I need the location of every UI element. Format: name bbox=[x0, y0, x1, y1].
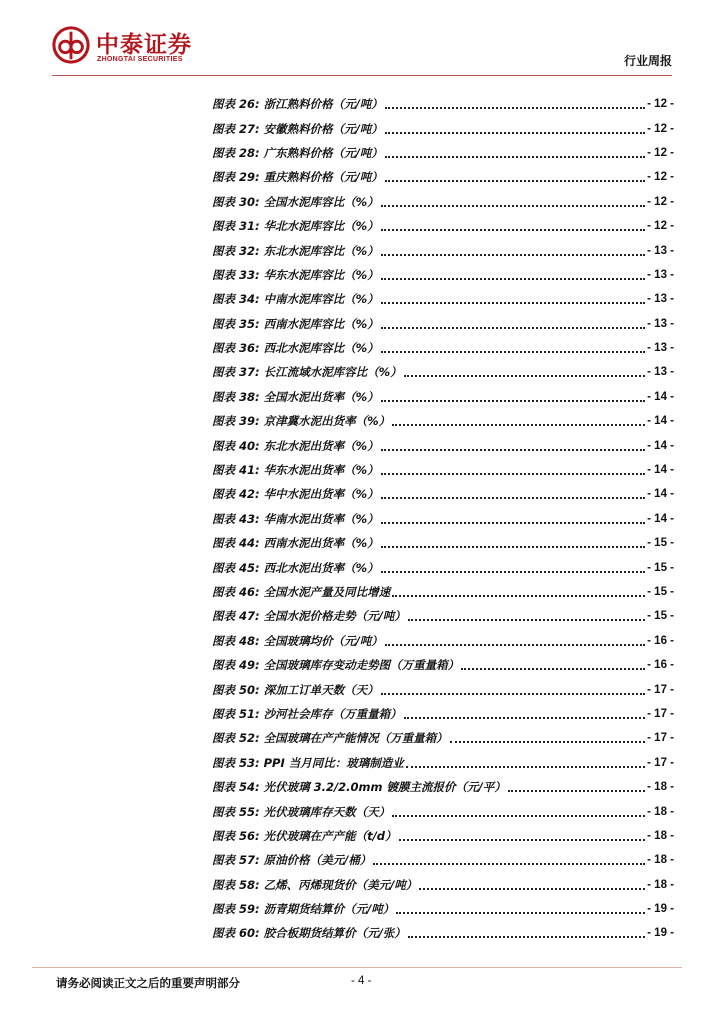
toc-entry-page: - 14 - bbox=[647, 488, 674, 501]
logo-text-cn: 中泰证券 bbox=[96, 32, 192, 58]
toc-dot-leader bbox=[385, 156, 645, 158]
toc-entry-label: 图表 52: 全国玻璃在产产能情况（万重量箱） bbox=[212, 731, 448, 746]
toc-entry[interactable] bbox=[212, 433, 674, 457]
toc-entry-page: - 18 - bbox=[647, 781, 674, 794]
toc-entry-label: 图表 57: 原油价格（美元/桶） bbox=[212, 853, 372, 868]
toc-dot-leader bbox=[381, 351, 646, 353]
toc-entry[interactable] bbox=[212, 726, 674, 750]
toc-dot-leader bbox=[381, 473, 646, 475]
toc-entry-label: 图表 60: 胶合板期货结算价（元/张） bbox=[212, 926, 406, 941]
toc-dot-leader bbox=[381, 205, 646, 207]
page-header bbox=[0, 0, 724, 76]
toc-entry[interactable] bbox=[212, 92, 674, 116]
toc-entry-page: - 12 - bbox=[647, 220, 674, 233]
toc-dot-leader bbox=[399, 839, 646, 841]
toc-entry-label: 图表 35: 西南水泥库容比（%） bbox=[212, 316, 379, 331]
toc-entry-page: - 17 - bbox=[647, 683, 674, 696]
toc-entry-label: 图表 48: 全国玻璃均价（元/吨） bbox=[212, 633, 383, 648]
toc-entry-label: 图表 53: PPI 当月同比：玻璃制造业 bbox=[212, 755, 404, 770]
toc-dot-leader bbox=[373, 863, 645, 865]
toc-dot-leader bbox=[419, 888, 645, 890]
toc-entry[interactable] bbox=[212, 604, 674, 628]
toc-entry[interactable] bbox=[212, 897, 674, 921]
toc-entry[interactable] bbox=[212, 482, 674, 506]
toc-entry-page: - 13 - bbox=[647, 268, 674, 281]
toc-dot-leader bbox=[450, 741, 646, 743]
toc-dot-leader bbox=[381, 278, 646, 280]
toc-entry-page: - 13 - bbox=[647, 366, 674, 379]
toc-entry-label: 图表 29: 重庆熟料价格（元/吨） bbox=[212, 170, 383, 185]
toc-entry[interactable] bbox=[212, 507, 674, 531]
toc-entry-page: - 12 - bbox=[647, 195, 674, 208]
toc-entry[interactable] bbox=[212, 312, 674, 336]
toc-entry-page: - 12 - bbox=[647, 171, 674, 184]
toc-dot-leader bbox=[392, 595, 645, 597]
toc-entry[interactable] bbox=[212, 921, 674, 945]
toc-entry[interactable] bbox=[212, 799, 674, 823]
toc-dot-leader bbox=[406, 766, 645, 768]
toc-entry-page: - 18 - bbox=[647, 829, 674, 842]
toc-entry-page: - 15 - bbox=[647, 586, 674, 598]
toc-entry[interactable] bbox=[212, 141, 674, 165]
toc-entry-page: - 17 - bbox=[647, 732, 674, 745]
toc-dot-leader bbox=[381, 497, 646, 499]
toc-entry-page: - 15 - bbox=[647, 561, 674, 574]
toc-entry-label: 图表 33: 华东水泥库容比（%） bbox=[212, 267, 379, 282]
toc-entry-label: 图表 56: 光伏玻璃在产产能（t/d） bbox=[212, 828, 397, 843]
toc-entry-label: 图表 30: 全国水泥库容比（%） bbox=[212, 194, 379, 209]
toc-entry[interactable] bbox=[212, 653, 674, 677]
toc-entry-label: 图表 34: 中南水泥库容比（%） bbox=[212, 292, 379, 307]
toc-entry[interactable] bbox=[212, 360, 674, 384]
toc-dot-leader bbox=[408, 619, 645, 621]
toc-entry[interactable] bbox=[212, 580, 674, 604]
toc-entry[interactable] bbox=[212, 336, 674, 360]
toc-entry-page: - 17 - bbox=[647, 707, 674, 720]
toc-entry-page: - 14 - bbox=[647, 415, 674, 428]
toc-dot-leader bbox=[461, 668, 645, 670]
toc-entry-label: 图表 59: 沥青期货结算价（元/吨） bbox=[212, 902, 395, 917]
toc-dot-leader bbox=[404, 375, 646, 377]
toc-entry-label: 图表 45: 西北水泥出货率（%） bbox=[212, 560, 379, 575]
toc-entry[interactable] bbox=[212, 263, 674, 287]
report-type-label: 行业周报 bbox=[623, 54, 672, 68]
toc-entry-label: 图表 46: 全国水泥产量及同比增速 bbox=[212, 585, 391, 599]
toc-entry-page: - 13 - bbox=[647, 293, 674, 306]
toc-entry-label: 图表 32: 东北水泥库容比（%） bbox=[212, 243, 379, 258]
toc-dot-leader bbox=[508, 790, 645, 792]
toc-entry-page: - 18 - bbox=[647, 854, 674, 867]
toc-entry-page: - 14 - bbox=[647, 439, 674, 452]
toc-entry[interactable] bbox=[212, 287, 674, 311]
toc-entry-page: - 19 - bbox=[647, 927, 674, 940]
toc-entry-label: 图表 39: 京津冀水泥出货率（%） bbox=[212, 414, 391, 429]
disclaimer-note: 请务必阅读正文之后的重要声明部分 bbox=[56, 976, 240, 990]
toc-entry[interactable] bbox=[212, 702, 674, 726]
toc-entry[interactable] bbox=[212, 214, 674, 238]
toc-entry-page: - 13 - bbox=[647, 342, 674, 355]
toc-dot-leader bbox=[381, 400, 646, 402]
toc-dot-leader bbox=[381, 449, 646, 451]
toc-entry-label: 图表 42: 华中水泥出货率（%） bbox=[212, 487, 379, 502]
toc-entry-label: 图表 41: 华东水泥出货率（%） bbox=[212, 463, 379, 478]
toc-entry[interactable] bbox=[212, 848, 674, 872]
toc-entry-page: - 14 - bbox=[647, 390, 674, 403]
toc-entry-label: 图表 54: 光伏玻璃 3.2/2.0mm 镀膜主流报价（元/平） bbox=[212, 780, 506, 795]
page-number: - 4 - bbox=[351, 975, 372, 987]
toc-entry[interactable] bbox=[212, 165, 674, 189]
toc-entry[interactable] bbox=[212, 190, 674, 214]
toc-entry-page: - 19 - bbox=[647, 903, 674, 916]
toc-dot-leader bbox=[381, 229, 646, 231]
toc-dot-leader bbox=[396, 912, 645, 914]
toc-dot-leader bbox=[385, 644, 645, 646]
toc-entry-label: 图表 38: 全国水泥出货率（%） bbox=[212, 389, 379, 404]
toc-entry-page: - 16 - bbox=[647, 659, 674, 672]
toc-entry-page: - 17 - bbox=[647, 756, 674, 769]
toc-entry[interactable] bbox=[212, 824, 674, 848]
toc-entry-label: 图表 44: 西南水泥出货率（%） bbox=[212, 536, 379, 551]
toc-entry-label: 图表 40: 东北水泥出货率（%） bbox=[212, 438, 379, 453]
toc-dot-leader bbox=[381, 302, 646, 304]
toc-entry-label: 图表 26: 浙江熟料价格（元/吨） bbox=[212, 97, 383, 112]
chart-index-list bbox=[212, 92, 674, 946]
toc-dot-leader bbox=[392, 815, 645, 817]
toc-dot-leader bbox=[404, 717, 646, 719]
toc-dot-leader bbox=[392, 424, 645, 426]
toc-dot-leader bbox=[381, 693, 646, 695]
toc-entry[interactable] bbox=[212, 458, 674, 482]
toc-dot-leader bbox=[385, 180, 645, 182]
toc-entry[interactable] bbox=[212, 238, 674, 262]
toc-entry-page: - 12 - bbox=[647, 98, 674, 111]
toc-dot-leader bbox=[385, 132, 645, 134]
toc-entry-label: 图表 43: 华南水泥出货率（%） bbox=[212, 511, 379, 526]
toc-entry-label: 图表 28: 广东熟料价格（元/吨） bbox=[212, 145, 383, 160]
toc-dot-leader bbox=[385, 107, 645, 109]
toc-entry[interactable] bbox=[212, 116, 674, 140]
toc-entry-page: - 18 - bbox=[647, 878, 674, 891]
toc-dot-leader bbox=[381, 522, 646, 524]
toc-entry[interactable] bbox=[212, 409, 674, 433]
logo-text-en: ZHONGTAI SECURITIES bbox=[97, 56, 183, 63]
toc-entry-label: 图表 49: 全国玻璃库存变动走势图（万重量箱） bbox=[212, 658, 460, 673]
toc-entry-label: 图表 31: 华北水泥库容比（%） bbox=[212, 219, 379, 234]
toc-dot-leader bbox=[381, 546, 646, 548]
toc-dot-leader bbox=[381, 327, 646, 329]
toc-entry-label: 图表 47: 全国水泥价格走势（元/吨） bbox=[212, 609, 406, 624]
toc-entry[interactable] bbox=[212, 775, 674, 799]
toc-dot-leader bbox=[381, 571, 646, 573]
toc-entry[interactable] bbox=[212, 531, 674, 555]
toc-entry[interactable] bbox=[212, 751, 674, 775]
toc-entry-page: - 13 - bbox=[647, 317, 674, 330]
toc-entry-page: - 12 - bbox=[647, 146, 674, 159]
toc-entry-page: - 15 - bbox=[647, 537, 674, 550]
header-divider bbox=[52, 75, 672, 76]
toc-entry-page: - 12 - bbox=[647, 122, 674, 135]
toc-entry[interactable] bbox=[212, 555, 674, 579]
toc-entry-page: - 14 - bbox=[647, 464, 674, 477]
toc-entry-label: 图表 37: 长江流域水泥库容比（%） bbox=[212, 365, 402, 380]
toc-entry[interactable] bbox=[212, 385, 674, 409]
toc-entry-label: 图表 55: 光伏玻璃库存天数（天） bbox=[212, 804, 391, 819]
toc-entry-label: 图表 36: 西北水泥库容比（%） bbox=[212, 341, 379, 356]
toc-entry-label: 图表 27: 安徽熟料价格（元/吨） bbox=[212, 121, 383, 136]
toc-entry[interactable] bbox=[212, 873, 674, 897]
toc-entry-label: 图表 58: 乙烯、丙烯现货价（美元/吨） bbox=[212, 877, 418, 892]
toc-entry-page: - 15 - bbox=[647, 610, 674, 623]
zhongtai-logo-icon bbox=[52, 26, 90, 64]
company-logo bbox=[52, 24, 252, 72]
toc-entry-page: - 14 - bbox=[647, 512, 674, 525]
toc-entry-label: 图表 51: 沙河社会库存（万重量箱） bbox=[212, 706, 402, 721]
toc-entry-page: - 16 - bbox=[647, 634, 674, 647]
toc-entry-page: - 13 - bbox=[647, 244, 674, 257]
toc-dot-leader bbox=[408, 936, 645, 938]
toc-entry[interactable] bbox=[212, 629, 674, 653]
toc-entry-label: 图表 50: 深加工订单天数（天） bbox=[212, 682, 379, 697]
toc-entry[interactable] bbox=[212, 677, 674, 701]
toc-entry-page: - 18 - bbox=[647, 805, 674, 818]
toc-dot-leader bbox=[381, 254, 646, 256]
footer-divider bbox=[32, 967, 682, 968]
